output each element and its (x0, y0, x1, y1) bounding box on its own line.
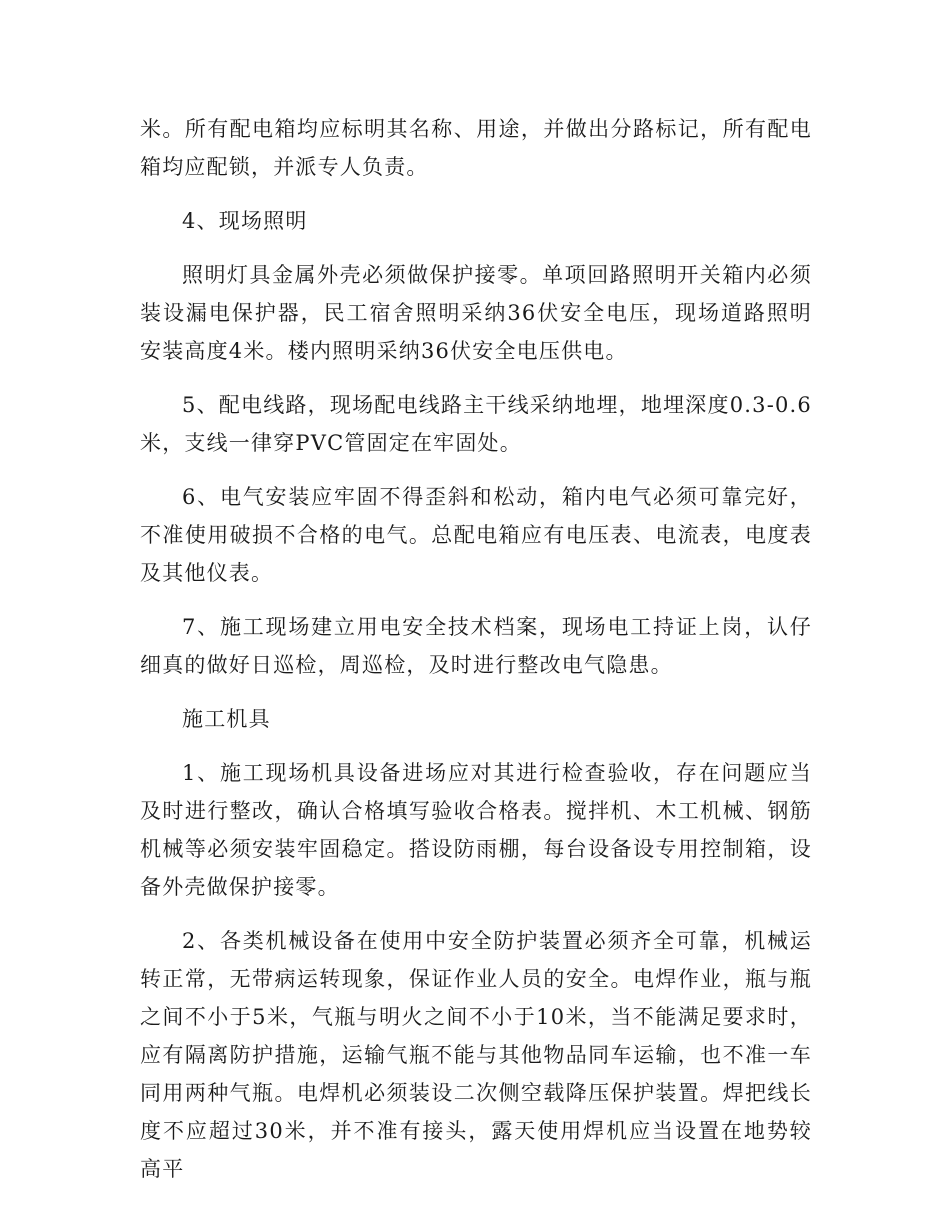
section-heading-machinery: 施工机具 (182, 707, 271, 731)
document-body (140, 110, 812, 1204)
paragraph-lighting: 照明灯具金属外壳必须做保护接零。单项回路照明开关箱内必须装设漏电保护器，民工宿舍照明采纳36伏安全电压，现场道路照明安装高度4米。楼内照明采纳36伏安全电压供电。 (140, 263, 812, 363)
paragraph-electrical-installation: 6、电气安装应牢固不得歪斜和松动，箱内电气必须可靠完好，不准使用破损不合格的电气。总配电箱应有电压表、电流表，电度表及其他仪表。 (140, 485, 812, 585)
paragraph-wiring: 5、配电线路，现场配电线路主干线采纳地埋，地埋深度0.3-0.6米，支线一律穿PVC管固定在牢固处。 (140, 393, 812, 455)
paragraph-machinery-safety: 2、各类机械设备在使用中安全防护装置必须齐全可靠，机械运转正常，无带病运转现象，保证作业人员的安全。电焊作业，瓶与瓶之间不小于5米，气瓶与明火之间不小于10米，当不能满足要求时，应有隔离防护措施，运输气瓶不能与其他物品同车运输，也不准一车同用两种气瓶。电焊机必须装设二次侧空载降压保护装置。焊把线长度不应超过30米，并不准有接头，露天使用焊机应当设置在地势较高平 (140, 929, 812, 1181)
paragraph-safety-archive: 7、施工现场建立用电安全技术档案，现场电工持证上岗，认仔细真的做好日巡检，周巡检，及时进行整改电气隐患。 (140, 615, 812, 677)
section-heading-site-lighting: 4、现场照明 (182, 209, 308, 233)
paragraph-machinery-inspection: 1、施工现场机具设备进场应对其进行检查验收，存在问题应当及时进行整改，确认合格填写验收合格表。搅拌机、木工机械、钢筋机械等必须安装牢固稳定。搭设防雨棚，每台设备设专用控制箱，设备外壳做保护接零。 (140, 761, 812, 899)
paragraph-continuation: 米。所有配电箱均应标明其名称、用途，并做出分路标记，所有配电箱均应配锁，并派专人负责。 (140, 117, 812, 179)
